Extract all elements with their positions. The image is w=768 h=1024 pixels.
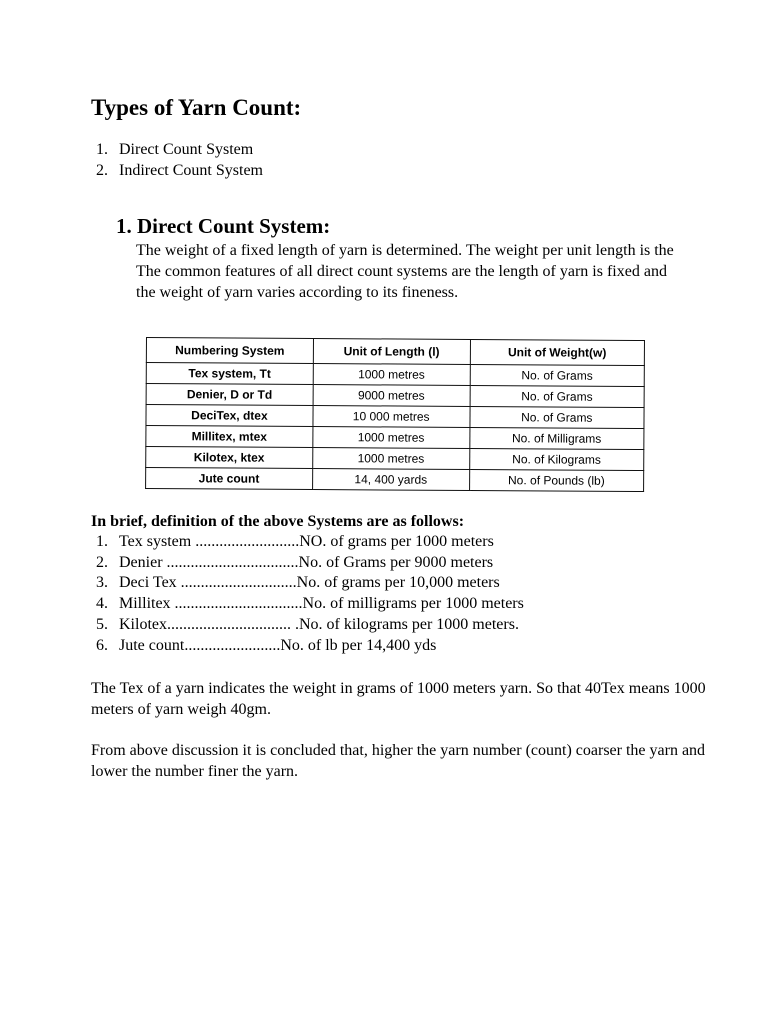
column-header: Unit of Length (l)	[313, 339, 470, 365]
table-cell: 14, 400 yards	[312, 469, 469, 491]
numbering-system-table	[145, 337, 645, 492]
table-cell: No. of Kilograms	[469, 448, 644, 470]
table-header-row	[146, 338, 644, 366]
definition-text: Deci Tex .............................No. of grams per 10,000 meters	[119, 574, 500, 592]
column-header: Numbering System	[146, 338, 313, 364]
yarn-count-types-list	[96, 139, 263, 181]
list-item: 6. Jute count........................No. of lb per 14,400 yds	[96, 636, 437, 654]
list-item: 2. Indirect Count System	[96, 162, 263, 179]
table-cell: 1000 metres	[313, 448, 470, 470]
table-cell: No. of Grams	[470, 406, 645, 428]
brief-definitions-heading: In brief, definition of the above Systems are as follows:	[91, 513, 465, 530]
list-item: 2. Denier .................................No. of Grams per 9000 meters	[96, 553, 494, 571]
table-cell: No. of Grams	[470, 364, 645, 386]
table-row	[146, 426, 644, 450]
table-row	[146, 447, 644, 471]
list-item: 3. Deci Tex .............................No. of grams per 10,000 meters	[96, 574, 500, 592]
type-label: Direct Count System	[119, 141, 254, 158]
definition-text: Tex system ..........................NO. of grams per 1000 meters	[119, 533, 494, 550]
type-label: Indirect Count System	[119, 162, 263, 179]
brief-definitions-list	[96, 532, 524, 656]
definition-text: Jute count........................No. of lb per 14,400 yds	[119, 636, 437, 654]
table-cell: No. of Milligrams	[469, 427, 644, 449]
column-header: Unit of Weight(w)	[470, 339, 645, 365]
table-cell: Tex system, Tt	[146, 363, 313, 385]
table-cell: 1000 metres	[313, 364, 470, 386]
table-cell: Millitex, mtex	[146, 426, 313, 448]
conclusion-paragraph: From above discussion it is concluded that, higher the yarn number (count) coarser the yarn and lower the number finer the yarn.	[91, 742, 706, 780]
list-item: 5. Kilotex............................... .No. of kilograms per 1000 meters.	[96, 615, 519, 633]
definition-text: Denier .................................No. of Grams per 9000 meters	[119, 553, 494, 571]
table-cell: No. of Pounds (lb)	[469, 469, 644, 491]
table-row	[146, 384, 644, 408]
table-row	[146, 363, 644, 387]
definition-text: Kilotex............................... .No. of kilograms per 1000 meters.	[119, 615, 519, 633]
table-cell: Denier, D or Td	[146, 384, 313, 406]
list-item: 1. Direct Count System	[96, 141, 254, 158]
table-cell: Jute count	[146, 468, 313, 490]
direct-count-description: The weight of a fixed length of yarn is determined. The weight per unit length is the The common features of all direct count systems are the length of yarn is fixed and the weight of yarn varies according to its fineness.	[136, 242, 674, 301]
table-cell: 9000 metres	[313, 385, 470, 407]
list-item: 1. Tex system ..........................NO. of grams per 1000 meters	[96, 533, 494, 550]
page-title: Types of Yarn Count:	[91, 95, 302, 120]
table-cell: 1000 metres	[313, 427, 470, 449]
table-cell: Kilotex, ktex	[146, 447, 313, 469]
direct-count-heading: 1. Direct Count System:	[116, 214, 331, 238]
table-cell: No. of Grams	[470, 385, 645, 407]
table-cell: DeciTex, dtex	[146, 405, 313, 427]
tex-explanation-paragraph: The Tex of a yarn indicates the weight in grams of 1000 meters yarn. So that 40Tex means 1000 meters of yarn weigh 40gm.	[91, 680, 706, 718]
list-item: 4. Millitex ................................No. of milligrams per 1000 meters	[96, 595, 524, 613]
table-row	[146, 405, 644, 429]
table-row	[146, 468, 644, 492]
definition-text: Millitex ................................No. of milligrams per 1000 meters	[119, 595, 524, 613]
table-cell: 10 000 metres	[313, 406, 470, 428]
